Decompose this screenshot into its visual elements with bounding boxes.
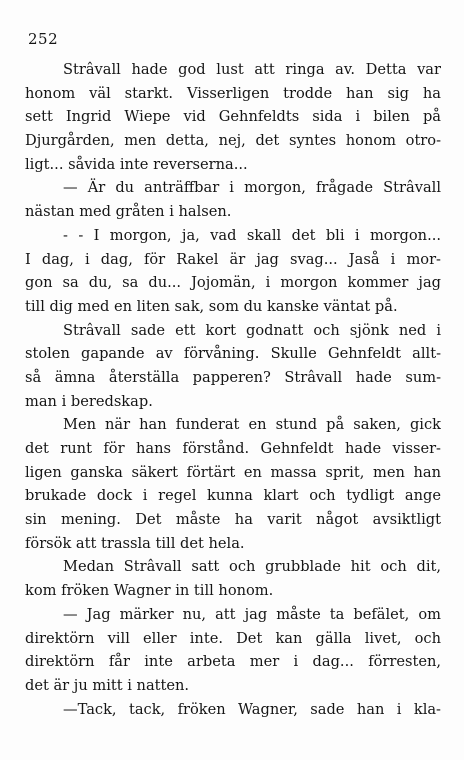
text-line: direktörn vill eller inte. Det kan gälla livet, och — [25, 629, 441, 647]
text-line: gon sa du, sa du... Jojomän, i morgon kommer jag — [25, 274, 441, 292]
text-line: direktörn får inte arbeta mer i dag... förresten, — [25, 653, 441, 671]
text-line: det runt för hans förstånd. Gehnfeldt hade visser- — [25, 440, 441, 457]
body-text — [25, 58, 441, 721]
text-line: det är ju mitt i natten. — [25, 676, 190, 694]
text-line: Strâvall hade god lust att ringa av. Detta var — [63, 61, 441, 78]
text-line: försök att trassla till det hela. — [25, 534, 245, 552]
text-line: sin mening. Det måste ha varit något avsiktligt — [25, 511, 441, 529]
text-line: ligt... såvida inte reverserna... — [25, 155, 248, 173]
text-line: — Är du anträffbar i morgon, frågade Strâvall — [63, 179, 441, 197]
text-line: kom fröken Wagner in till honom. — [25, 582, 274, 600]
page-number: 252 — [28, 30, 59, 48]
text-line: man i beredskap. — [25, 392, 153, 410]
text-line: Medan Strâvall satt och grubblade hit och dit, — [63, 558, 441, 576]
text-line: - - I morgon, ja, vad skall det bli i morgon... — [63, 226, 441, 244]
text-line: brukade dock i regel kunna klart och tydligt ange — [25, 487, 441, 505]
text-line: Men när han funderat en stund på saken, gick — [63, 416, 441, 434]
text-line: till dig med en liten sak, som du kanske väntat på. — [25, 297, 398, 315]
text-line: Djurgården, men detta, nej, det syntes honom otro- — [25, 132, 441, 150]
text-line: stolen gapande av förvåning. Skulle Gehnfeldt allt- — [25, 345, 441, 363]
text-line: så ämna återställa papperen? Strâvall hade sum- — [25, 368, 441, 386]
text-line: nästan med gråten i halsen. — [25, 203, 232, 221]
text-line: ligen ganska säkert förtärt en massa sprit, men han — [25, 463, 441, 481]
text-line: —Tack, tack, fröken Wagner, sade han i kla- — [63, 700, 441, 718]
text-line: sett Ingrid Wiepe vid Gehnfeldts sida i bilen på — [25, 108, 441, 126]
text-line: I dag, i dag, för Rakel är jag svag... Jaså i mor- — [25, 250, 441, 268]
text-line: honom väl starkt. Visserligen trodde han sig ha — [25, 84, 441, 102]
text-line: Strâvall sade ett kort godnatt och sjönk ned i — [63, 321, 441, 339]
text-line: — Jag märker nu, att jag måste ta befälet, om — [63, 605, 441, 623]
